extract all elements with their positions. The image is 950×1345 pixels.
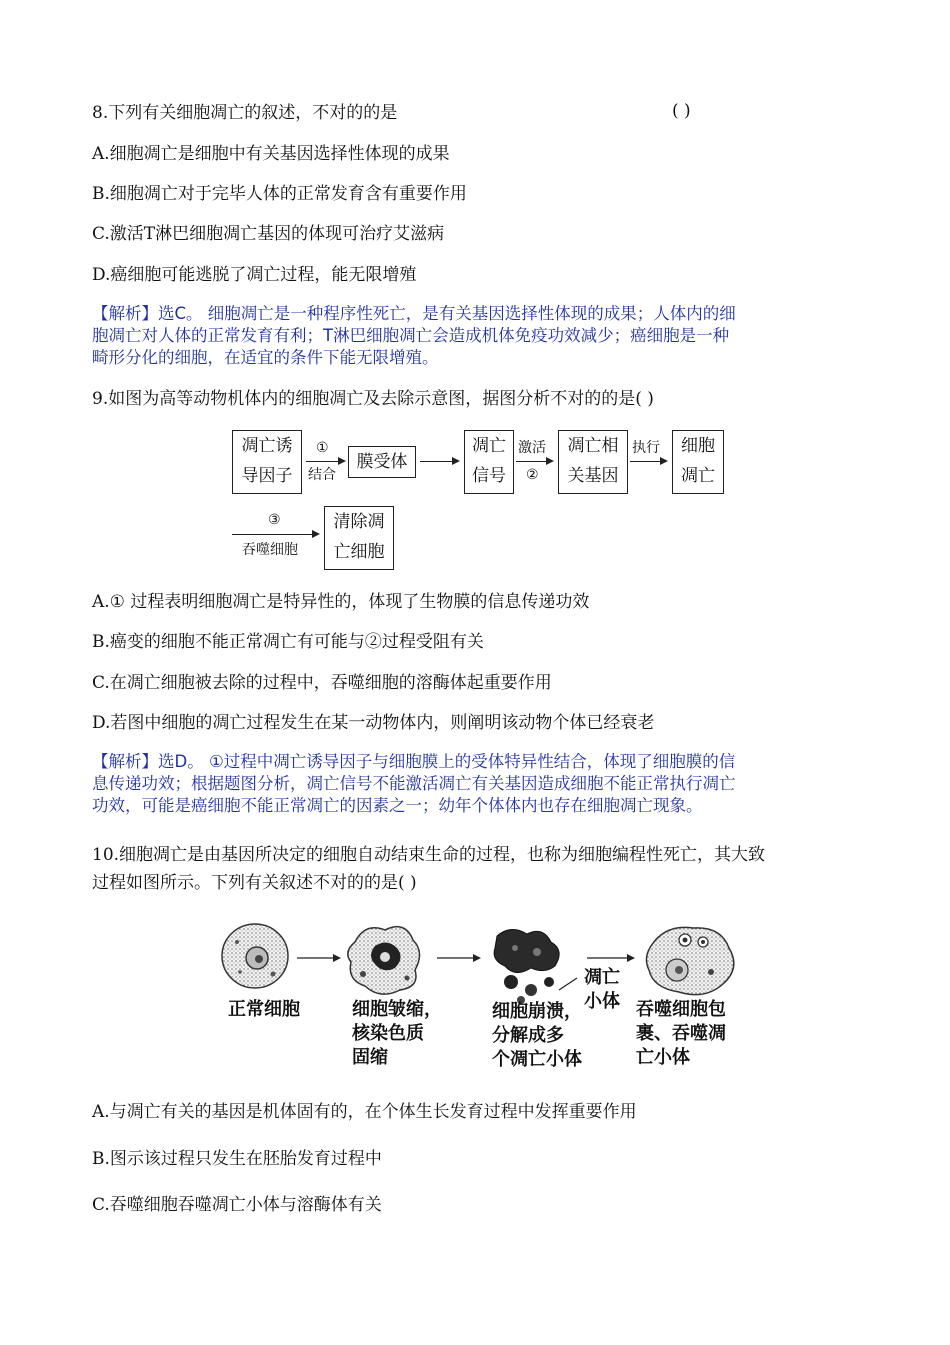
label-line: 裹、吞噬凋 [636,1023,726,1044]
phagocyte-cell-icon [646,927,733,994]
box-apoptosis-genes [558,430,628,494]
q10-stem-line-2: 过程如图所示。下列有关叙述不对的的是( ) [92,873,417,893]
analysis-line: 功效，可能是癌细胞不能正常凋亡的因素之一；幼年个体体内也存在细胞凋亡现象。 [92,796,703,815]
q10-option-a: A.与凋亡有关的基因是机体固有的，在个体生长发育过程中发挥重要作用 [92,1102,637,1122]
q8-option-d: D.癌细胞可能逃脱了凋亡过程，能无限增殖 [92,265,417,285]
analysis-line: 息传递功效；根据题图分析，凋亡信号不能激活凋亡有关基因造成细胞不能正常执行凋亡 [92,774,736,793]
box-line: 凋亡 [681,466,715,486]
label-line: 正常细胞 [228,999,300,1020]
label-line: 分解成多 [492,1025,564,1046]
label-phagocyte [636,998,726,1070]
step1-number: ① [316,440,329,456]
q8-option-a: A.细胞凋亡是细胞中有关基因选择性体现的成果 [92,144,450,164]
arrow-head-icon [333,954,341,962]
arrow-head-icon [627,954,635,962]
fragmented-cell-icon [494,929,559,1004]
label-line: 细胞皱缩， [352,999,442,1020]
q8-option-c: C.激活T淋巴细胞凋亡基因的体现可治疗艾滋病 [92,224,445,244]
label-line: 细胞崩溃， [492,1001,582,1022]
arrow-head-icon [473,954,481,962]
q8-option-b: B.细胞凋亡对于完毕人体的正常发育含有重要作用 [92,184,467,204]
label-cell-collapse [492,1000,582,1072]
box-cell-apoptosis [672,430,724,494]
label-line: 固缩 [352,1047,388,1068]
q8-analysis [92,303,862,369]
label-line: 个凋亡小体 [492,1049,582,1070]
box-clear-apoptotic-cells [324,506,394,570]
q9-option-d: D.若图中细胞的凋亡过程发生在某一动物体内，则阐明该动物个体已经衰老 [92,713,655,733]
step-execute-label: 执行 [632,440,660,456]
analysis-line: 胞凋亡对人体的正常发育有利；T淋巴细胞凋亡会造成机体免疫功效减少；癌细胞是一种 [92,326,730,345]
step2-label: 激活 [518,440,546,456]
analysis-tag: 【解析】 [92,752,158,771]
label-line: 吞噬细胞包 [636,999,726,1020]
arrow-3 [516,461,552,462]
analysis-line: 选D。 ①过程中凋亡诱导因子与细胞膜上的受体特异性结合，体现了细胞膜的信 [158,752,736,771]
step1-label: 结合 [308,467,336,483]
q10-option-b: B.图示该过程只发生在胚胎发育过程中 [92,1149,382,1169]
normal-cell-icon [222,924,288,988]
pointer-line-icon [559,978,577,990]
q9-option-c: C.在凋亡细胞被去除的过程中，吞噬细胞的溶酶体起重要作用 [92,673,552,693]
box-apoptosis-signal [464,430,514,494]
box-line: 清除凋 [333,512,385,532]
box-apoptosis-inducer [232,430,302,494]
box-line: 关基因 [567,466,619,486]
label-line: 小体 [584,991,620,1012]
box-line: 凋亡 [472,436,506,456]
label-apoptotic-body [584,966,620,1014]
q8-answer-blank: ( ) [672,101,691,121]
arrow-4 [630,461,666,462]
analysis-tag: 【解析】 [92,304,158,323]
q9-option-a: A.① 过程表明细胞凋亡是特异性的，体现了生物膜的信息传递功效 [92,592,590,612]
step3-label: 吞噬细胞 [242,542,298,558]
q8-stem: 8.下列有关细胞凋亡的叙述，不对的的是 [92,103,398,123]
q10-stem-line-1: 10.细胞凋亡是由基因所决定的细胞自动结束生命的过程，也称为细胞编程性死亡，其大致 [92,845,766,865]
q10-option-c: C.吞噬细胞吞噬凋亡小体与溶酶体有关 [92,1195,382,1215]
step2-number: ② [526,467,539,483]
step3-number: ③ [268,512,281,528]
label-line: 核染色质 [352,1023,424,1044]
box-line: 信号 [472,466,506,486]
label-cell-shrinkage [352,998,442,1070]
shrunken-cell-icon [348,927,420,995]
analysis-line: 选C。 细胞凋亡是一种程序性死亡，是有关基因选择性体现的成果；人体内的细 [158,304,736,323]
box-line: 凋亡相 [567,436,619,456]
q9-option-b: B.癌变的细胞不能正常凋亡有可能与②过程受阻有关 [92,632,484,652]
arrow-1 [306,461,344,462]
arrow-2 [420,461,458,462]
box-line: 导因子 [241,466,293,486]
label-line: 亡小体 [636,1047,690,1068]
box-line: 亡细胞 [333,542,385,562]
label-line: 凋亡 [584,967,620,988]
label-normal-cell [228,998,300,1022]
q9-analysis [92,751,862,817]
box-line: 凋亡诱 [241,436,293,456]
analysis-line: 畸形分化的细胞，在适宜的条件下能无限增殖。 [92,348,439,367]
cell-process-illustration [215,912,755,1012]
box-membrane-receptor: 膜受体 [348,446,416,478]
box-line: 细胞 [681,436,715,456]
arrow-5 [232,534,318,535]
q9-stem: 9.如图为高等动物机体内的细胞凋亡及去除示意图，据图分析不对的的是( ) [92,389,654,409]
